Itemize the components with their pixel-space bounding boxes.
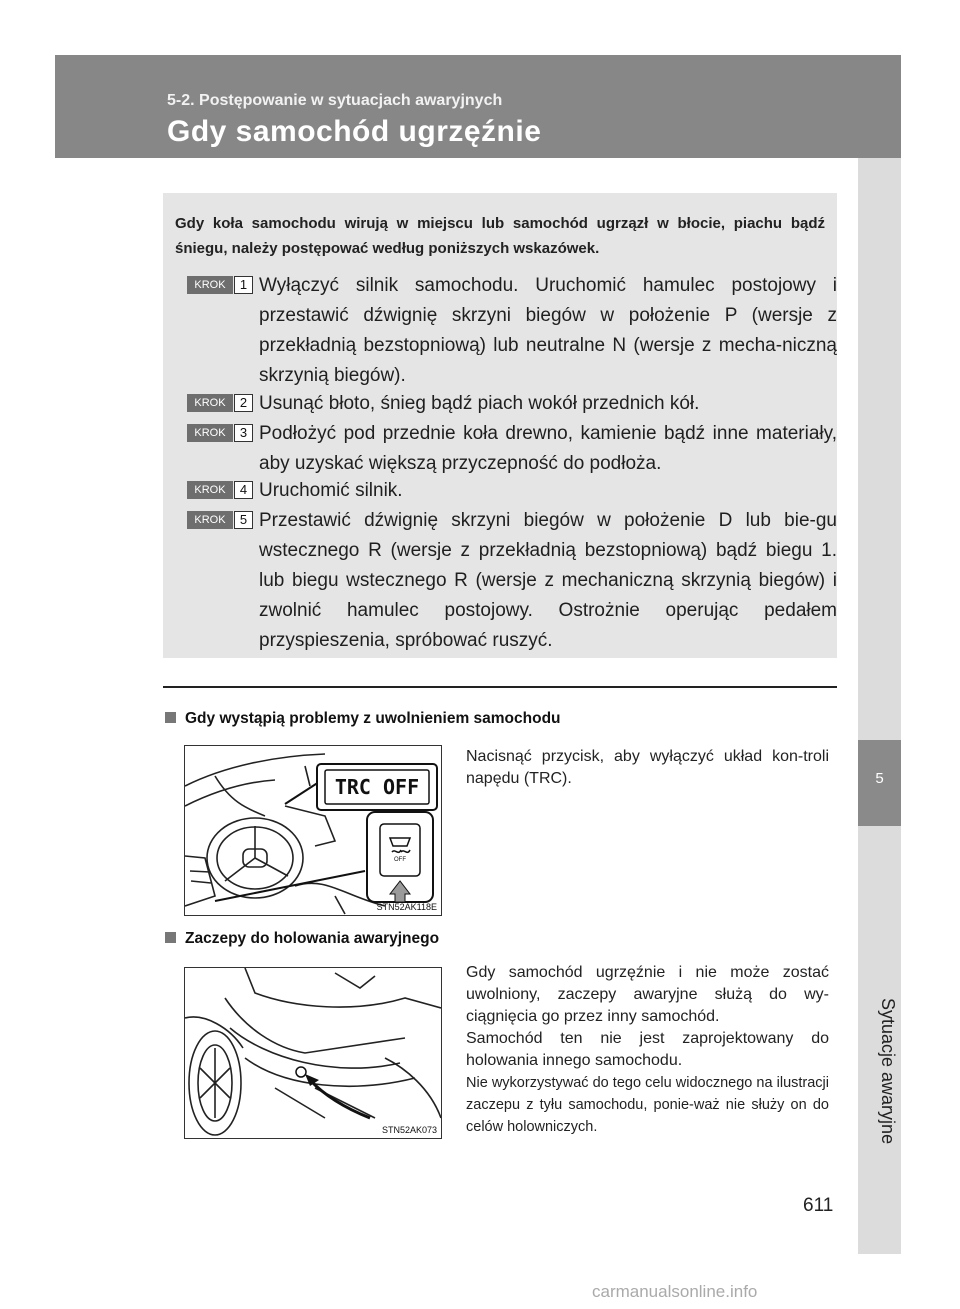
chapter-label: Sytuacje awaryjne <box>878 998 898 1145</box>
off-button-label: OFF <box>394 857 406 863</box>
tow-hook-text-1: Gdy samochód ugrzęźnie i nie może zostać uwolniony, zaczepy awaryjne służą do wy-ciągnięcia go przez inny samochód. <box>466 964 829 1025</box>
subheading-text: Zaczepy do holowania awaryjnego <box>185 930 440 947</box>
tow-hook-figure <box>184 967 442 1139</box>
step-badge-label: KROK <box>187 511 233 529</box>
page-header <box>55 55 901 158</box>
figure-code: STN52AK073 <box>381 1125 437 1135</box>
instructions-box <box>163 193 837 658</box>
trc-figure <box>184 745 442 916</box>
page-title: Gdy samochód ugrzęźnie <box>167 115 542 148</box>
step-badge-label: KROK <box>187 276 233 294</box>
step-badge-number: 4 <box>234 481 253 499</box>
watermark: carmanualsonline.info <box>592 1282 758 1301</box>
step-text: Wyłączyć silnik samochodu. Uruchomić hamulec postojowy i przestawić dźwignię skrzyni biegów w położenie P (wersje z przekładnią bezstopniową) lub neutralne N (wersje z mecha-niczną skrzynią biegów). <box>259 275 837 386</box>
chapter-number: 5 <box>875 770 884 787</box>
step-badge <box>187 481 251 499</box>
square-bullet-icon <box>165 712 176 723</box>
step-badge-number: 3 <box>234 424 253 442</box>
step-badge <box>187 424 251 442</box>
step-badge-number: 5 <box>234 511 253 529</box>
step-text: Przestawić dźwignię skrzyni biegów w położenie D lub bie-gu wstecznego R (wersje z przekładnią bezstopniową) bądź biegu 1. lub biegu wstecznego R (wersje z mechaniczną skrzynią biegów) i zwolnić hamulec postojowy. Ostrożnie operując pedałem przyspieszenia, spróbować ruszyć. <box>259 510 837 651</box>
step-text: Usunąć błoto, śnieg bądź piach wokół przednich kół. <box>259 393 700 414</box>
step-badge-number: 1 <box>234 276 253 294</box>
subheading-text: Gdy wystąpią problemy z uwolnieniem samochodu <box>185 710 561 727</box>
step-badge <box>187 276 251 294</box>
trc-instruction-text: Nacisnąć przycisk, aby wyłączyć układ kon-troli napędu (TRC). <box>466 748 829 787</box>
step-badge <box>187 511 251 529</box>
subheading-tow-hooks <box>165 930 439 948</box>
step-badge <box>187 394 251 412</box>
step-badge-label: KROK <box>187 481 233 499</box>
page-number: 611 <box>803 1195 834 1216</box>
tow-hook-icon <box>296 1067 306 1077</box>
step-badge-label: KROK <box>187 424 233 442</box>
rear-bumper-illustration <box>185 968 441 1138</box>
trc-off-label: TRC OFF <box>334 775 420 799</box>
section-title: 5-2. Postępowanie w sytuacjach awaryjnych <box>167 92 503 109</box>
step-badge-number: 2 <box>234 394 253 412</box>
intro-text: Gdy koła samochodu wirują w miejscu lub samochód ugrzązł w błocie, piachu bądź śniegu, należy postępować według poniższych wskazówek. <box>175 215 825 257</box>
chapter-number-tab <box>858 740 901 826</box>
step-badge-label: KROK <box>187 394 233 412</box>
figure-code: STN52AK118E <box>376 902 437 912</box>
section-divider <box>163 686 837 688</box>
subheading-release-problems <box>165 710 561 728</box>
chapter-side-tab <box>858 158 901 1254</box>
square-bullet-icon <box>165 932 176 943</box>
tow-hook-text-2: Samochód ten nie jest zaprojektowany do holowania innego samochodu. <box>466 1030 829 1069</box>
step-text: Uruchomić silnik. <box>259 480 403 501</box>
tow-hook-text-3: Nie wykorzystywać do tego celu widocznego na ilustracji zaczepu z tyłu samochodu, ponie-waż nie służy on do celów holowniczych. <box>466 1075 829 1135</box>
step-text: Podłożyć pod przednie koła drewno, kamienie bądź inne materiały, aby uzyskać większą przyczepność do podłoża. <box>259 423 837 474</box>
